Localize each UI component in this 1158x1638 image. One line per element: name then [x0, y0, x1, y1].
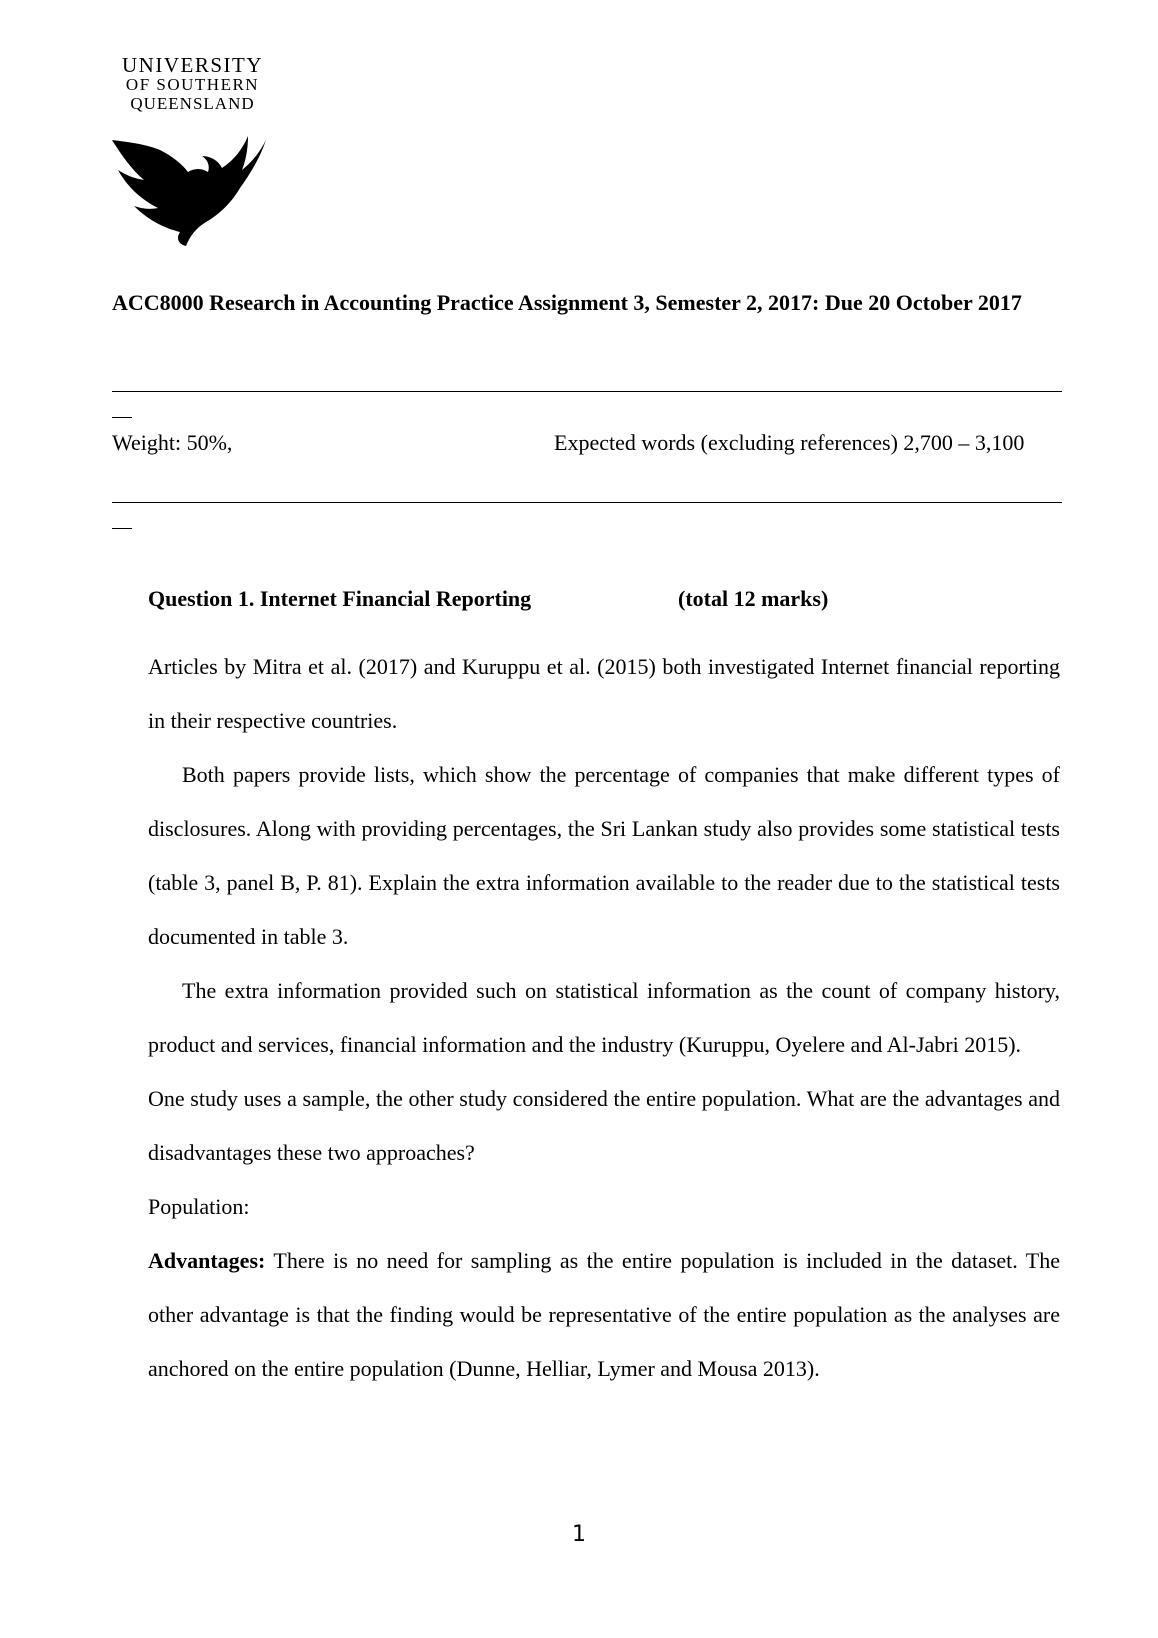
advantages-text: There is no need for sampling as the entire population is included in the dataset. The other advantage is that the finding would be representative of the entire population as the analyses are anchored on the entire population (Dunne, Helliar, Lymer and Mousa 2013).: [148, 1248, 1060, 1381]
paragraph-4: One study uses a sample, the other study considered the entire population. What are the advantages and disadvantages these two approaches?: [148, 1086, 1060, 1165]
university-logo: [110, 53, 280, 248]
document-title: ACC8000 Research in Accounting Practice Assignment 3, Semester 2, 2017: Due 20 October 2017: [112, 290, 1022, 315]
paragraph-3: The extra information provided such on statistical information as the count of company history, product and services, financial information and the industry (Kuruppu, Oyelere and Al-Jabri 2015).: [148, 978, 1060, 1057]
divider-tail-top: [112, 417, 132, 418]
weight-text: Weight: 50%,: [112, 430, 233, 455]
paragraph-6: [148, 1234, 1060, 1396]
page-number: 1: [572, 1522, 586, 1547]
divider-line-top: [112, 391, 1062, 392]
document-body: [148, 586, 1060, 1396]
phoenix-icon: [110, 116, 270, 246]
question-title: Question 1. Internet Financial Reporting: [148, 586, 532, 611]
advantages-label: Advantages:: [148, 1248, 266, 1273]
logo-line-2: OF SOUTHERN: [125, 75, 260, 94]
expected-words-text: Expected words (excluding references) 2,700 – 3,100: [554, 430, 1025, 455]
logo-line-1: UNIVERSITY: [122, 53, 263, 77]
paragraph-2: Both papers provide lists, which show the percentage of companies that make different types of disclosures. Along with providing percentages, the Sri Lankan study also provides some statistical tests (table 3, panel B, P. 81). Explain the extra information available to the reader due to the statistical tests documented in table 3.: [148, 762, 1060, 949]
question-heading: [148, 586, 1060, 640]
paragraph-5: Population:: [148, 1194, 250, 1219]
logo-line-3: QUEENSLAND: [130, 94, 255, 113]
paragraph-1: Articles by Mitra et al. (2017) and Kuruppu et al. (2015) both investigated Internet financial reporting in their respective countries.: [148, 654, 1060, 733]
logo-wordmark: [110, 53, 275, 113]
question-marks: (total 12 marks): [678, 586, 829, 611]
divider-line-bottom: [112, 502, 1062, 503]
divider-tail-bottom: [112, 528, 132, 529]
